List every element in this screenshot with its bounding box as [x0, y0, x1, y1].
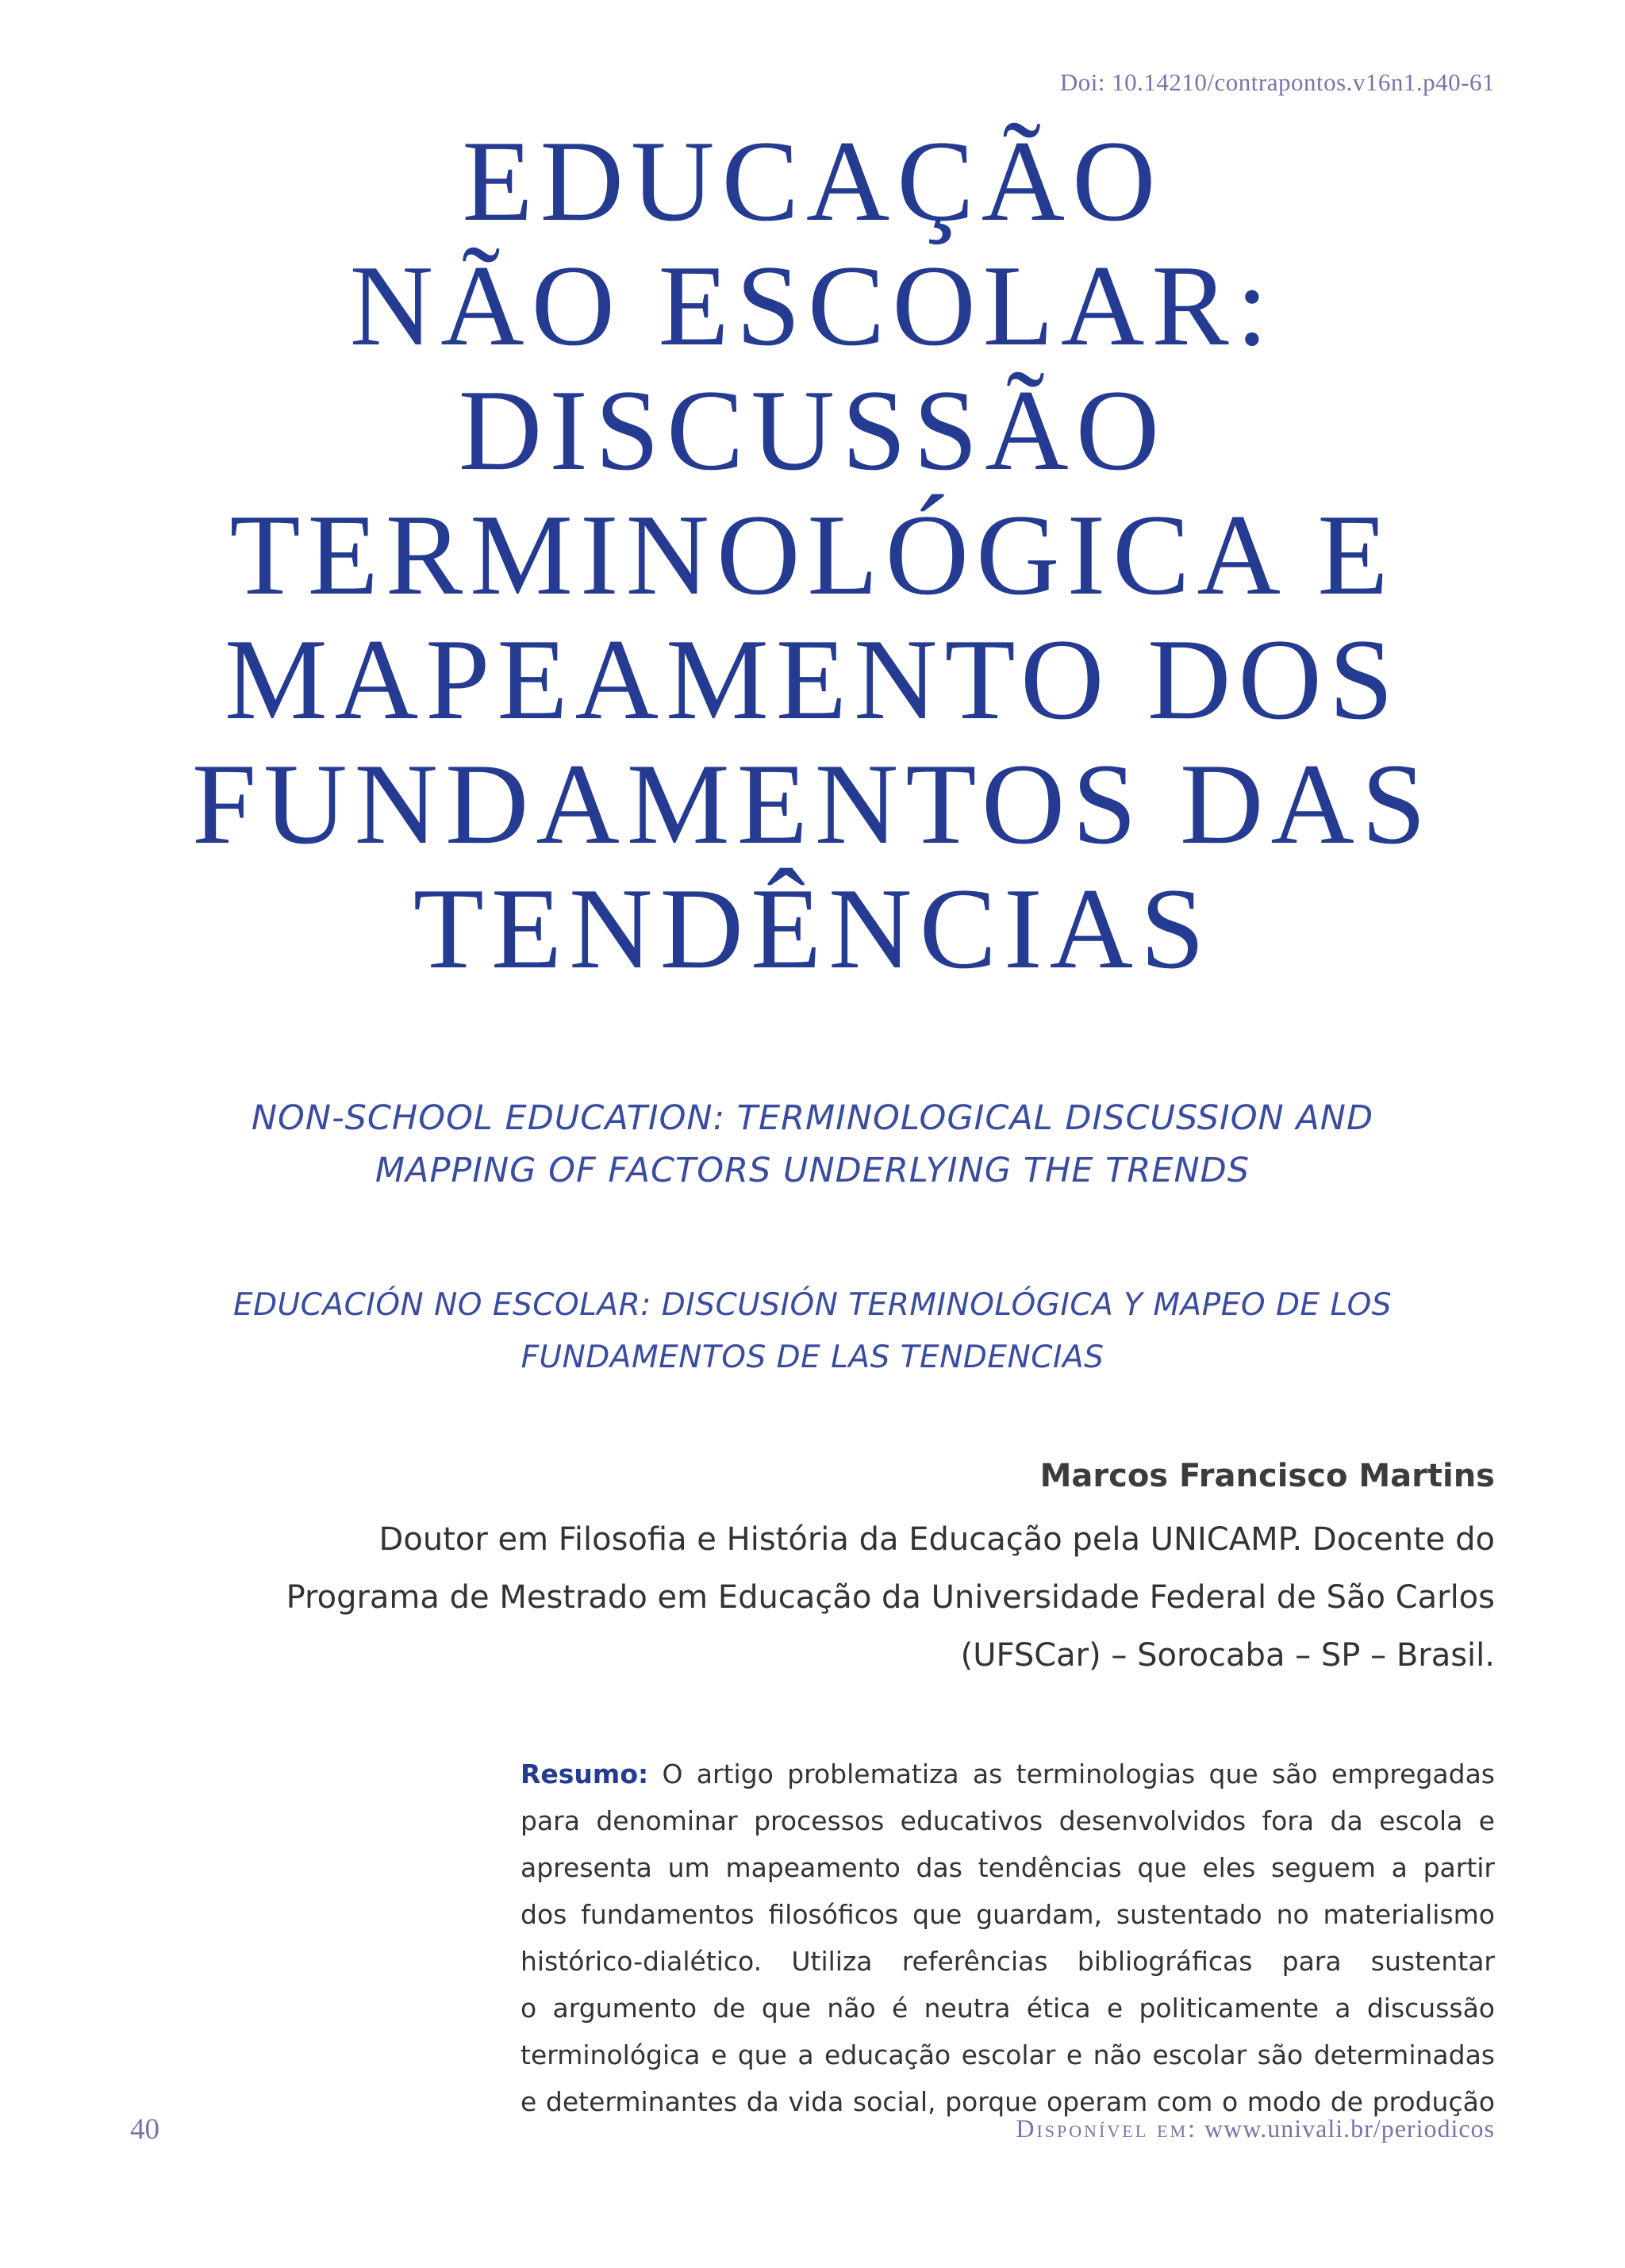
footer-url[interactable]: www.univali.br/periodicos [1204, 2114, 1495, 2143]
author-affiliation [98, 1511, 1495, 1685]
abstract-line: dos fundamentos filosóficos que guardam, sustentado no materialismo [521, 1899, 1495, 1930]
title-line: FUNDAMENTOS DAS [191, 740, 1434, 868]
english-title [0, 1092, 1625, 1197]
author-name: Marcos Francisco Martins [1039, 1458, 1495, 1494]
abstract-line: e determinantes da vida social, porque operam com o modo de produção [521, 2086, 1495, 2117]
title-line: DISCUSSÃO [458, 366, 1167, 494]
abstract-label: Resumo: [521, 1759, 649, 1789]
abstract-first-line-text: O artigo problematiza as terminologias que são empregadas [648, 1759, 1495, 1789]
abstract-line: apresenta um mapeamento das tendências que eles seguem a partir [521, 1852, 1495, 1883]
title-line: EDUCAÇÃO [462, 117, 1163, 245]
spanish-title-line: FUNDAMENTOS DE LAS TENDENCIAS [521, 1340, 1104, 1375]
abstract-line: o argumento de que não é neutra ética e politicamente a discussão [521, 1993, 1495, 2024]
footer-available-label: Disponível em: [1016, 2114, 1198, 2143]
abstract-line: terminológica e que a educação escolar e não escolar são determinadas [521, 2039, 1495, 2070]
doi-reference: Doi: 10.14210/contrapontos.v16n1.p40-61 [1059, 68, 1495, 96]
author-affiliation-line: Doutor em Filosofia e História da Educação pela UNICAMP. Docente do [378, 1521, 1495, 1558]
title-line: NÃO ESCOLAR: [349, 241, 1276, 370]
article-title [0, 119, 1625, 991]
footer-availability [1016, 2114, 1495, 2143]
spanish-title [0, 1279, 1625, 1384]
english-title-line: MAPPING OF FACTORS UNDERLYING THE TRENDS [375, 1151, 1250, 1190]
title-line: TENDÊNCIAS [413, 864, 1212, 993]
page-number: 40 [130, 2113, 159, 2146]
abstract-line [521, 1751, 1495, 1797]
title-line: TERMINOLÓGICA E [229, 490, 1396, 619]
english-title-line: NON-SCHOOL EDUCATION: TERMINOLOGICAL DISCUSSION AND [251, 1098, 1374, 1138]
title-line: MAPEAMENTO DOS [224, 615, 1401, 744]
author-block [98, 1454, 1495, 1685]
spanish-title-line: EDUCACIÓN NO ESCOLAR: DISCUSIÓN TERMINOLÓGICA Y MAPEO DE LOS [232, 1287, 1393, 1323]
abstract-line: histórico-dialético. Utiliza referências bibliográficas para sustentar [521, 1946, 1495, 1977]
author-affiliation-line: (UFSCar) – Sorocaba – SP – Brasil. [960, 1637, 1495, 1674]
author-affiliation-line: Programa de Mestrado em Educação da Universidade Federal de São Carlos [286, 1579, 1495, 1616]
abstract [521, 1751, 1495, 2125]
abstract-line: para denominar processos educativos desenvolvidos fora da escola e [521, 1805, 1495, 1836]
